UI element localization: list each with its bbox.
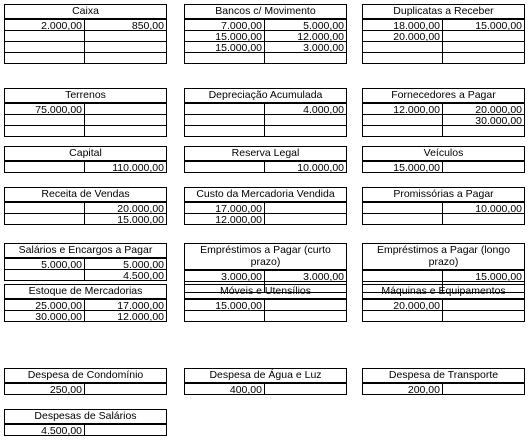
debit-cell: [4, 161, 85, 173]
debit-cell: 7.000,00: [184, 19, 265, 31]
account-title: Promissórias a Pagar: [362, 187, 525, 203]
account-ledger: [362, 299, 525, 321]
debit-cell: 15.000,00: [184, 30, 265, 42]
debit-cell: 4.500,00: [4, 424, 85, 436]
account-custo: [184, 187, 347, 224]
account-ledger: [362, 202, 525, 224]
account-ledger: [4, 258, 167, 280]
debit-cell: 250,00: [4, 383, 85, 395]
debit-cell: 15.000,00: [184, 41, 265, 53]
account-title: Bancos c/ Movimento: [184, 4, 347, 20]
account-ledger: [184, 383, 347, 394]
account-condominio: [4, 368, 167, 394]
credit-cell: 15.000,00: [84, 213, 167, 225]
account-title: Despesas de Salários: [4, 409, 167, 425]
debit-cell: 400,00: [184, 383, 265, 395]
debit-cell: [4, 213, 85, 225]
credit-cell: 10.000,00: [264, 161, 347, 173]
account-ledger: [362, 103, 525, 136]
debit-cell: [362, 213, 443, 225]
credit-cell: [442, 125, 525, 137]
debit-cell: [184, 125, 265, 137]
debit-cell: 5.000,00: [4, 258, 85, 270]
credit-cell: 20.000,00: [84, 202, 167, 214]
credit-cell: [264, 213, 347, 225]
account-ledger: [4, 424, 167, 435]
credit-cell: 20.000,00: [442, 103, 525, 115]
account-title: Capital: [4, 146, 167, 162]
account-ledger: [4, 299, 167, 321]
account-reserva: [184, 146, 347, 172]
account-ledger: [184, 161, 347, 172]
account-estoque: [4, 284, 167, 321]
account-capital: [4, 146, 167, 172]
account-ledger: [184, 202, 347, 224]
account-ledger: [362, 161, 525, 172]
account-ledger: [4, 19, 167, 63]
debit-cell: [184, 52, 265, 64]
account-receita: [4, 187, 167, 224]
credit-cell: 12.000,00: [264, 30, 347, 42]
debit-cell: 12.000,00: [362, 103, 443, 115]
credit-cell: 3.000,00: [264, 270, 347, 282]
account-ledger: [184, 103, 347, 136]
account-title: Máquinas e Equipamentos: [362, 284, 525, 300]
account-promissorias: [362, 187, 525, 224]
account-ledger: [184, 299, 347, 321]
account-veiculos: [362, 146, 525, 172]
debit-cell: 200,00: [362, 383, 443, 395]
account-ledger: [362, 383, 525, 394]
debit-cell: [362, 52, 443, 64]
credit-cell: 15.000,00: [442, 270, 525, 282]
debit-cell: 20.000,00: [362, 30, 443, 42]
account-title: Veículos: [362, 146, 525, 162]
debit-cell: 20.000,00: [362, 299, 443, 311]
account-title: Despesa de Água e Luz: [184, 368, 347, 384]
debit-cell: [184, 161, 265, 173]
account-title: Salários e Encargos a Pagar: [4, 243, 167, 259]
account-title: Duplicatas a Receber: [362, 4, 525, 20]
credit-cell: [264, 125, 347, 137]
debit-cell: 18.000,00: [362, 19, 443, 31]
credit-cell: 3.000,00: [264, 41, 347, 53]
debit-cell: 3.000,00: [184, 270, 265, 282]
credit-cell: 15.000,00: [442, 19, 525, 31]
account-agua_luz: [184, 368, 347, 394]
debit-cell: [4, 269, 85, 281]
account-title: Empréstimos a Pagar (longo prazo): [362, 243, 525, 271]
debit-cell: 30.000,00: [4, 310, 85, 322]
credit-cell: [84, 52, 167, 64]
account-title: Empréstimos a Pagar (curto prazo): [184, 243, 347, 271]
credit-cell: 5.000,00: [264, 19, 347, 31]
account-depreciacao: [184, 88, 347, 136]
account-fornecedores: [362, 88, 525, 136]
credit-cell: 5.000,00: [84, 258, 167, 270]
credit-cell: [264, 310, 347, 322]
account-ledger: [184, 19, 347, 63]
debit-cell: [184, 310, 265, 322]
credit-cell: 4.500,00: [84, 269, 167, 281]
account-title: Despesa de Transporte: [362, 368, 525, 384]
credit-cell: [84, 125, 167, 137]
credit-cell: 850,00: [84, 19, 167, 31]
account-maquinas: [362, 284, 525, 321]
debit-cell: [362, 125, 443, 137]
debit-cell: 15.000,00: [184, 299, 265, 311]
account-ledger: [4, 161, 167, 172]
credit-cell: [442, 161, 525, 173]
account-ledger: [4, 103, 167, 136]
account-title: Estoque de Mercadorias: [4, 284, 167, 300]
account-title: Móveis e Utensílios: [184, 284, 347, 300]
account-transporte: [362, 368, 525, 394]
credit-cell: 110.000,00: [84, 161, 167, 173]
credit-cell: 12.000,00: [84, 310, 167, 322]
account-desp_salarios: [4, 409, 167, 435]
debit-cell: 17.000,00: [184, 202, 265, 214]
debit-cell: 12.000,00: [184, 213, 265, 225]
debit-cell: [4, 52, 85, 64]
account-bancos: [184, 4, 347, 63]
credit-cell: 10.000,00: [442, 202, 525, 214]
account-title: Reserva Legal: [184, 146, 347, 162]
account-moveis: [184, 284, 347, 321]
account-salarios: [4, 243, 167, 280]
credit-cell: [442, 383, 525, 395]
credit-cell: 17.000,00: [84, 299, 167, 311]
credit-cell: [442, 52, 525, 64]
account-title: Receita de Vendas: [4, 187, 167, 203]
debit-cell: 2.000,00: [4, 19, 85, 31]
credit-cell: 4.000,00: [264, 103, 347, 115]
account-title: Terrenos: [4, 88, 167, 104]
debit-cell: 15.000,00: [362, 161, 443, 173]
account-caixa: [4, 4, 167, 63]
debit-cell: [4, 125, 85, 137]
credit-cell: [84, 383, 167, 395]
credit-cell: 30.000,00: [442, 114, 525, 126]
account-title: Depreciação Acumulada: [184, 88, 347, 104]
account-title: Custo da Mercadoria Vendida: [184, 187, 347, 203]
credit-cell: [264, 52, 347, 64]
account-ledger: [4, 202, 167, 224]
account-ledger: [362, 19, 525, 63]
account-title: Despesa de Condomínio: [4, 368, 167, 384]
credit-cell: [442, 213, 525, 225]
account-terrenos: [4, 88, 167, 136]
debit-cell: 75.000,00: [4, 103, 85, 115]
debit-cell: 25.000,00: [4, 299, 85, 311]
credit-cell: [264, 383, 347, 395]
account-title: Fornecedores a Pagar: [362, 88, 525, 104]
account-duplicatas: [362, 4, 525, 63]
credit-cell: [84, 424, 167, 436]
account-ledger: [4, 383, 167, 394]
account-title: Caixa: [4, 4, 167, 20]
debit-cell: [362, 310, 443, 322]
credit-cell: [442, 310, 525, 322]
